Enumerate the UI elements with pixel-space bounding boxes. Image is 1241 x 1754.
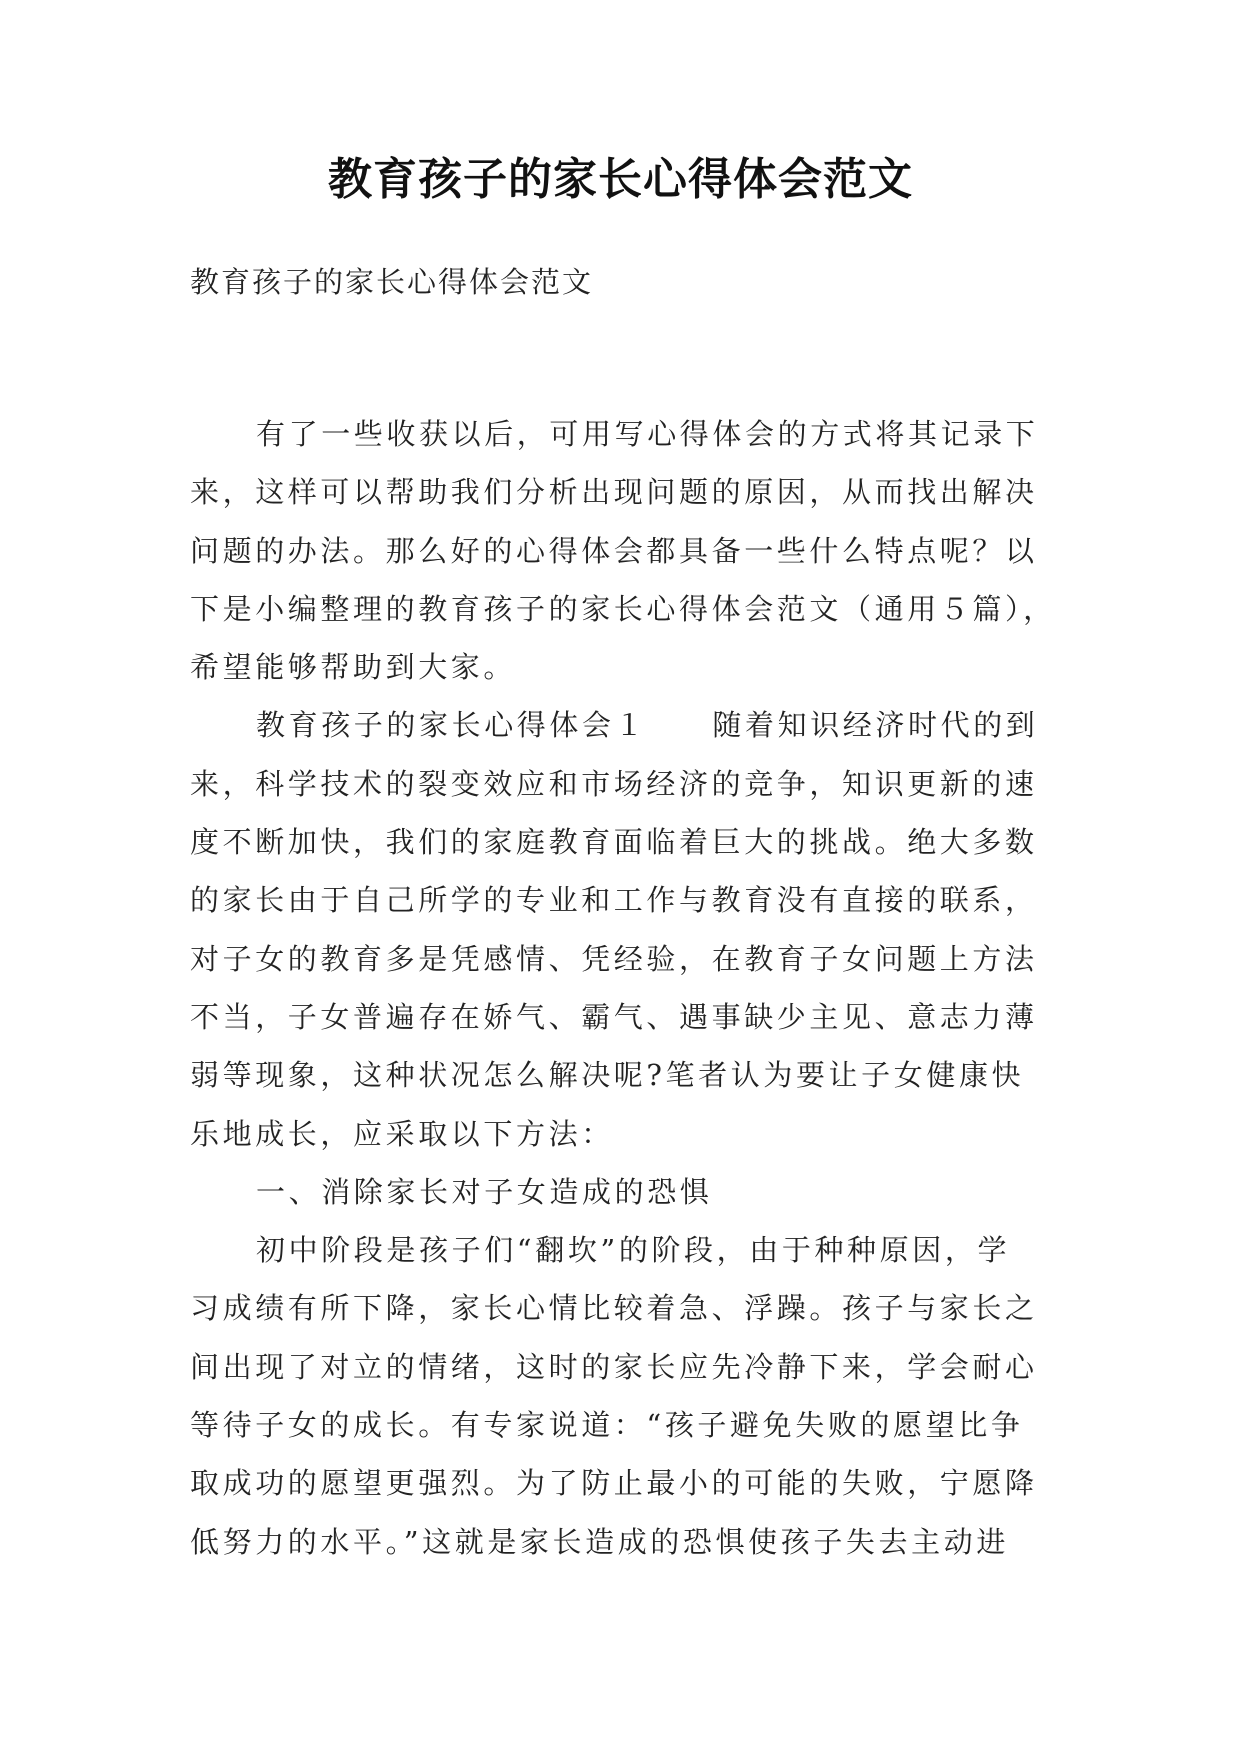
page-title: 教育孩子的家长心得体会范文 bbox=[328, 154, 913, 205]
text-line: 教育孩子的家长心得体会１ 随着知识经济时代的到 bbox=[256, 708, 1039, 743]
text-line: 初中阶段是孩子们“翻坎”的阶段，由于种种原因，学 bbox=[256, 1233, 1011, 1268]
document-body bbox=[190, 405, 1056, 1571]
text-line: 有了一些收获以后，可用写心得体会的方式将其记录下 bbox=[256, 417, 1039, 451]
text-line: 等待子女的成长。有专家说道：“孩子避免失败的愿望比争 bbox=[190, 1408, 1024, 1443]
text-line: 习成绩有所下降，家长心情比较着急、浮躁。孩子与家长之 bbox=[190, 1291, 1038, 1326]
text-line: 来，这样可以帮助我们分析出现问题的原因，从而找出解决 bbox=[190, 475, 1038, 510]
text-line: 弱等现象，这种状况怎么解决呢?笔者认为要让子女健康快 bbox=[190, 1058, 1025, 1093]
text-line: 来，科学技术的裂变效应和市场经济的竞争，知识更新的速 bbox=[190, 766, 1038, 801]
text-line: 取成功的愿望更强烈。为了防止最小的可能的失败，宁愿降 bbox=[190, 1466, 1038, 1501]
text-line: 乐地成长，应采取以下方法： bbox=[190, 1116, 614, 1151]
text-line: 度不断加快，我们的家庭教育面临着巨大的挑战。绝大多数 bbox=[190, 825, 1038, 860]
text-line: 问题的办法。那么好的心得体会都具备一些什么特点呢？以 bbox=[190, 533, 1038, 568]
document-subtitle: 教育孩子的家长心得体会范文 bbox=[190, 265, 594, 299]
text-line: 下是小编整理的教育孩子的家长心得体会范文（通用５篇）， bbox=[190, 591, 1056, 626]
text-line: 的家长由于自己所学的专业和工作与教育没有直接的联系， bbox=[190, 883, 1038, 918]
text-line: 不当，子女普遍存在娇气、霸气、遇事缺少主见、意志力薄 bbox=[190, 999, 1038, 1034]
text-line: 低努力的水平。”这就是家长造成的恐惧使孩子失去主动进 bbox=[190, 1524, 1009, 1559]
text-line: 希望能够帮助到大家。 bbox=[190, 650, 517, 685]
text-line: 间出现了对立的情绪，这时的家长应先冷静下来，学会耐心 bbox=[190, 1349, 1038, 1384]
text-line: 对子女的教育多是凭感情、凭经验，在教育子女问题上方法 bbox=[190, 941, 1038, 976]
section-heading: 一、消除家长对子女造成的恐惧 bbox=[256, 1174, 713, 1209]
